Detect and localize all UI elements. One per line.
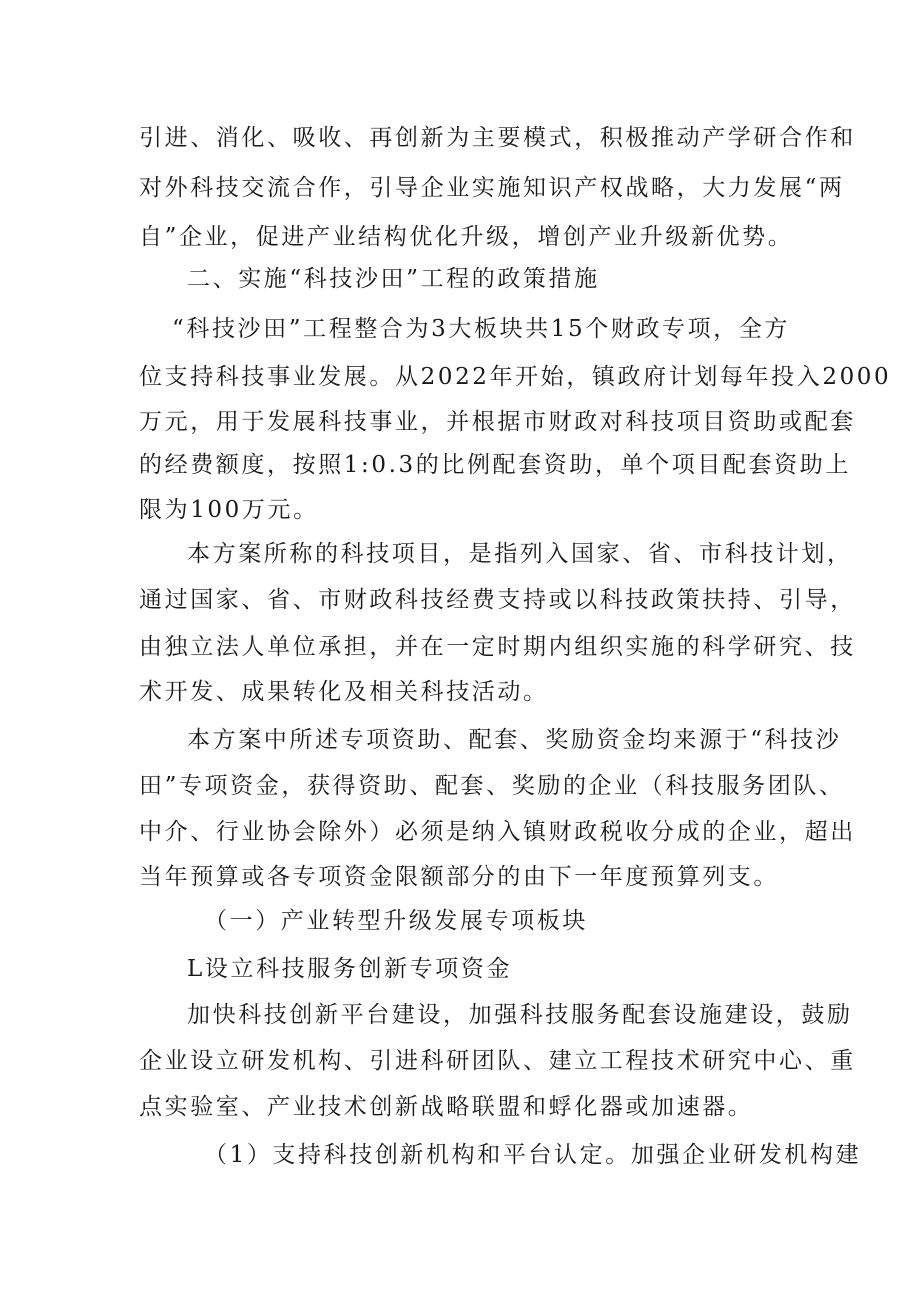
text-line: 当年预算或各专项资金限额部分的由下一年度预算列支。: [139, 864, 779, 890]
text-line: “科技沙田”工程整合为3大板块共15个财政专项，全方: [172, 316, 791, 342]
text-line: 田”专项资金，获得资助、配套、奖励的企业（科技服务团队、: [139, 773, 845, 799]
text-line: 加快科技创新平台建设，加强科技服务配套设施建设，鼓励: [187, 1002, 853, 1028]
section-heading: 二、实施“科技沙田”工程的政策措施: [187, 266, 600, 292]
text-line: 对外科技交流合作，引导企业实施知识产权战略，大力发展“两: [139, 175, 845, 201]
text-line: 通过国家、省、市财政科技经费支持或以科技政策扶持、引导，: [139, 587, 856, 613]
text-line: 限为100万元。: [139, 497, 319, 523]
text-line: 万元，用于发展科技事业，并根据市财政对科技项目资助或配套: [139, 409, 856, 435]
text-line: 术开发、成果转化及相关科技活动。: [139, 679, 549, 705]
subsection-heading: （一）产业转型升级发展专项板块: [204, 908, 588, 934]
item-heading: L设立科技服务创新专项资金: [187, 956, 513, 982]
text-line: 由独立法人单位承担，并在一定时期内组织实施的科学研究、技: [139, 634, 856, 660]
text-line: 点实验室、产业技术创新战略联盟和蜉化器或加速器。: [139, 1094, 754, 1120]
text-line: 本方案所称的科技项目，是指列入国家、省、市科技计划，: [187, 541, 853, 567]
text-line: 自”企业，促进产业结构优化升级，增创产业升级新优势。: [139, 224, 794, 250]
text-line: 的经费额度，按照1:0.3的比例配套资助，单个项目配套资助上: [139, 452, 851, 478]
text-line: 企业设立研发机构、引进科研团队、建立工程技术研究中心、重: [139, 1048, 856, 1074]
text-line: 中介、行业协会除外）必须是纳入镇财政税收分成的企业，超出: [139, 819, 856, 845]
text-line: 本方案中所述专项资助、配套、奖励资金均来源于“科技沙: [187, 727, 842, 753]
text-line: 引进、消化、吸收、再创新为主要模式，积极推动产学研合作和: [139, 125, 856, 151]
text-line: （1）支持科技创新机构和平台认定。加强企业研发机构建: [204, 1142, 862, 1168]
text-line: 位支持科技事业发展。从2022年开始，镇政府计划每年投入2000: [139, 364, 892, 390]
